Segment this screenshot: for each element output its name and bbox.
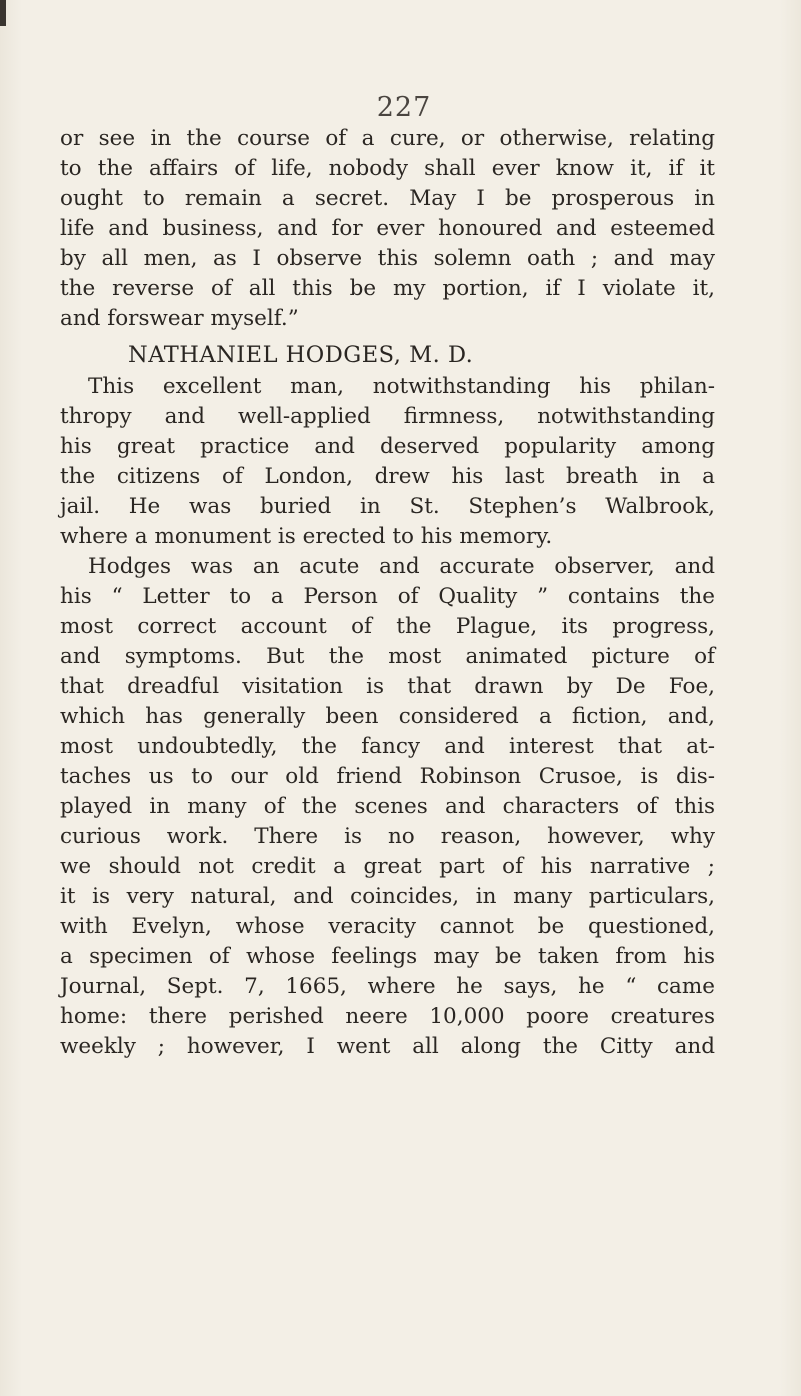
text-line: where a monument is erected to his memory. — [60, 524, 553, 549]
text-line: weekly ; however, I went all along the Citty and — [60, 1034, 715, 1059]
text-line: it is very natural, and coincides, in many particulars, — [60, 884, 715, 909]
text-line: most undoubtedly, the fancy and interest that at- — [60, 734, 715, 759]
text-line: by all men, as I observe this solemn oath ; and may — [60, 246, 715, 271]
section-heading: NATHANIEL HODGES, M. D. — [128, 342, 474, 368]
text-line: curious work. There is no reason, however, why — [60, 824, 715, 849]
text-line: the reverse of all this be my portion, if I violate it, — [60, 276, 715, 301]
text-line: a specimen of whose feelings may be taken from his — [60, 944, 715, 969]
page-edge-mark — [0, 0, 6, 26]
text-line: most correct account of the Plague, its progress, — [60, 614, 715, 639]
text-line: his “ Letter to a Person of Quality ” contains the — [60, 584, 715, 609]
text-line: and forswear myself.” — [60, 306, 299, 331]
text-line: to the affairs of life, nobody shall ever know it, if it — [60, 156, 715, 181]
text-line: taches us to our old friend Robinson Crusoe, is dis- — [60, 764, 715, 789]
text-line: with Evelyn, whose veracity cannot be questioned, — [60, 914, 715, 939]
text-line: his great practice and deserved popularity among — [60, 434, 715, 459]
text-line: we should not credit a great part of his narrative ; — [60, 854, 715, 879]
text-line: life and business, and for ever honoured and esteemed — [60, 216, 715, 241]
text-line: the citizens of London, drew his last breath in a — [60, 464, 715, 489]
text-line: Journal, Sept. 7, 1665, where he says, he “ came — [60, 974, 715, 999]
text-line: home: there perished neere 10,000 poore creatures — [60, 1004, 715, 1029]
text-line: This excellent man, notwithstanding his philan- — [88, 374, 715, 399]
text-line: ought to remain a secret. May I be prosperous in — [60, 186, 715, 211]
page-number: 227 — [376, 92, 432, 123]
text-line: or see in the course of a cure, or otherwise, relating — [60, 126, 715, 151]
text-line: thropy and well-applied firmness, notwithstanding — [60, 404, 715, 429]
text-line: and symptoms. But the most animated picture of — [60, 644, 715, 669]
text-line: which has generally been considered a fiction, and, — [60, 704, 715, 729]
text-line: jail. He was buried in St. Stephen’s Walbrook, — [60, 494, 715, 519]
text-line: that dreadful visitation is that drawn by De Foe, — [60, 674, 715, 699]
text-line: played in many of the scenes and characters of this — [60, 794, 715, 819]
text-line: Hodges was an acute and accurate observer, and — [88, 554, 715, 579]
